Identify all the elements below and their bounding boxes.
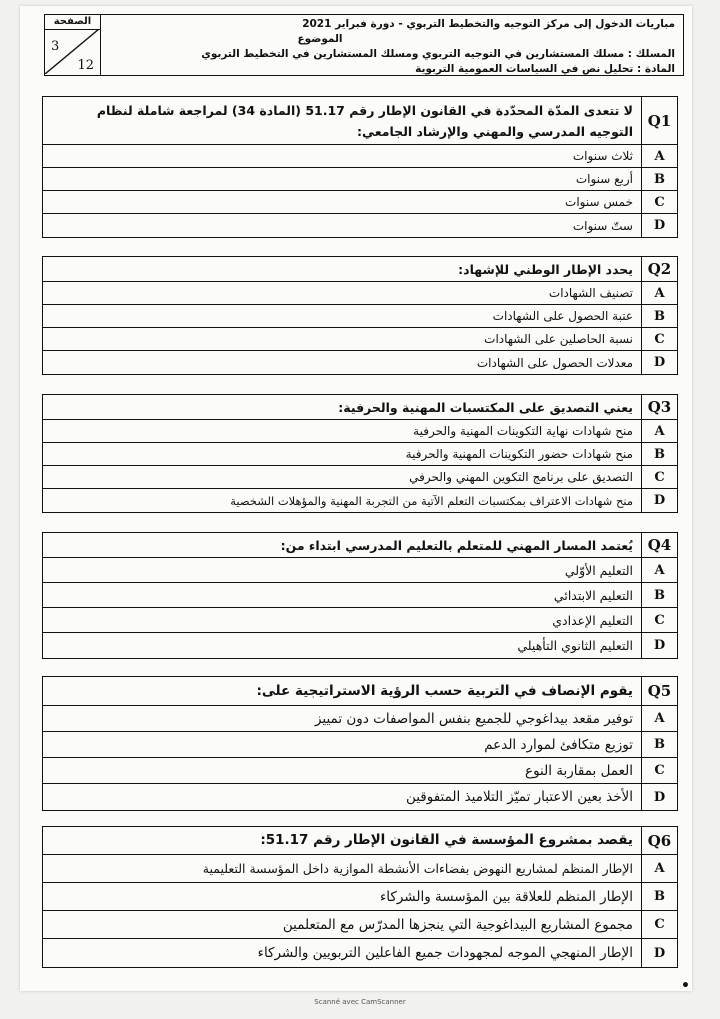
option-row[interactable] bbox=[43, 758, 677, 784]
option-letter: B bbox=[641, 443, 677, 465]
page-current: 3 bbox=[51, 39, 60, 54]
option-text: التعليم الابتدائي bbox=[553, 587, 633, 603]
question-header bbox=[43, 677, 677, 706]
option-text: التعليم الإعدادي bbox=[552, 612, 633, 628]
question-number: Q3 bbox=[641, 395, 677, 419]
page-total: 12 bbox=[77, 58, 94, 73]
option-row[interactable] bbox=[43, 706, 677, 732]
option-row[interactable] bbox=[43, 489, 677, 512]
scanner-footer: Scanné avec CamScanner bbox=[314, 998, 406, 1006]
option-letter: A bbox=[641, 145, 677, 167]
question-header bbox=[43, 827, 677, 855]
option-text: الإطار المنظم للعلاقة بين المؤسسة والشركاء bbox=[379, 888, 633, 905]
option-row[interactable] bbox=[43, 558, 677, 583]
question-block-q5 bbox=[42, 676, 678, 811]
question-block-q6 bbox=[42, 826, 678, 968]
option-text: التعليم الثانوي التأهيلي bbox=[517, 638, 633, 653]
question-number: Q4 bbox=[641, 533, 677, 557]
subject-word: الموضوع bbox=[297, 33, 343, 45]
option-text: معدلات الحصول على الشهادات bbox=[476, 355, 633, 370]
option-letter: D bbox=[641, 351, 677, 374]
option-letter: C bbox=[641, 466, 677, 488]
option-row[interactable] bbox=[43, 168, 677, 191]
option-row[interactable] bbox=[43, 855, 677, 883]
option-letter: C bbox=[641, 911, 677, 938]
option-text: مجموع المشاريع البيداغوجية التي ينجزها المدرّس مع المتعلمين bbox=[282, 916, 633, 933]
question-header bbox=[43, 97, 677, 145]
option-letter: A bbox=[641, 558, 677, 582]
question-block-q1 bbox=[42, 96, 678, 238]
option-letter: B bbox=[641, 883, 677, 910]
option-text: توفير مقعد بيداغوجي للجميع بنفس المواصفات دون تمييز bbox=[314, 710, 633, 727]
option-letter: A bbox=[641, 855, 677, 882]
option-text: خمس سنوات bbox=[565, 195, 633, 209]
question-text: يُعتمد المسار المهني للمتعلم بالتعليم المدرسي ابتداء من: bbox=[280, 537, 633, 553]
option-letter: A bbox=[641, 706, 677, 731]
option-text: ثلاث سنوات bbox=[572, 149, 633, 163]
question-text: يحدد الإطار الوطني للإشهاد: bbox=[458, 261, 633, 277]
option-text: العمل بمقاربة النوع bbox=[525, 762, 633, 779]
option-row[interactable] bbox=[43, 633, 677, 658]
option-letter: D bbox=[641, 633, 677, 658]
option-letter: A bbox=[641, 282, 677, 304]
question-header bbox=[43, 395, 677, 420]
exam-title: مباريات الدخول إلى مركز التوجيه والتخطيط التربوي - دورة فبراير 2021 bbox=[302, 18, 675, 30]
question-text: لا تتعدى المدّة المحدّدة في القانون الإطار رقم 51.17 (المادة 34) لمراجعة شاملة لنظام التوجيه المدرسي والمهني والإرشاد الجامعي: bbox=[96, 102, 633, 139]
option-row[interactable] bbox=[43, 282, 677, 305]
question-header bbox=[43, 257, 677, 282]
option-text: عتبة الحصول على الشهادات bbox=[492, 309, 633, 323]
option-row[interactable] bbox=[43, 583, 677, 608]
question-block-q4 bbox=[42, 532, 678, 659]
option-row[interactable] bbox=[43, 328, 677, 351]
header-text bbox=[115, 17, 675, 77]
option-letter: B bbox=[641, 583, 677, 607]
option-text: أربع سنوات bbox=[575, 172, 633, 186]
option-row[interactable] bbox=[43, 608, 677, 633]
question-text: يقصد بمشروع المؤسسة في القانون الإطار رقم 51.17: bbox=[260, 832, 633, 848]
option-text: الإطار المنهجي الموجه لمجهودات جميع الفاعلين التربويين والشركاء bbox=[257, 945, 633, 961]
question-number: Q6 bbox=[641, 827, 677, 854]
page-label: الصفحة bbox=[45, 15, 100, 30]
option-letter: A bbox=[641, 420, 677, 442]
corner-scribble: • bbox=[681, 978, 690, 994]
page-number-box bbox=[45, 15, 101, 75]
question-text: يعني التصديق على المكتسبات المهنية والحرفية: bbox=[338, 399, 633, 415]
option-row[interactable] bbox=[43, 351, 677, 374]
option-letter: D bbox=[641, 214, 677, 237]
option-letter: D bbox=[641, 489, 677, 512]
option-row[interactable] bbox=[43, 732, 677, 758]
option-text: ستّ سنوات bbox=[572, 218, 633, 233]
question-header bbox=[43, 533, 677, 558]
option-text: منح شهادات حضور التكوينات المهنية والحرفية bbox=[405, 447, 633, 461]
question-text: يقوم الإنصاف في التربية حسب الرؤية الاستراتيجية على: bbox=[256, 682, 633, 699]
option-text: نسبة الحاصلين على الشهادات bbox=[484, 332, 633, 346]
option-letter: B bbox=[641, 305, 677, 327]
option-letter: C bbox=[641, 191, 677, 213]
option-text: منح شهادات نهاية التكوينات المهنية والحرفية bbox=[413, 424, 633, 438]
option-row[interactable] bbox=[43, 214, 677, 237]
option-row[interactable] bbox=[43, 883, 677, 911]
option-letter: D bbox=[641, 784, 677, 810]
question-number: Q1 bbox=[641, 97, 677, 144]
option-text: الإطار المنظم لمشاريع النهوض بفضاءات الأنشطة الموازية داخل المؤسسة التعليمية bbox=[202, 861, 633, 876]
option-text: التعليم الأوّلي bbox=[564, 562, 633, 578]
option-letter: C bbox=[641, 328, 677, 350]
question-block-q3 bbox=[42, 394, 678, 513]
option-text: التصديق على برنامج التكوين المهني والحرفي bbox=[409, 470, 633, 484]
option-letter: B bbox=[641, 168, 677, 190]
subject-line: المادة : تحليل نص في السياسات العمومية التربوية bbox=[415, 63, 675, 75]
option-text: الأخذ بعين الاعتبار تميّز التلاميذ المتفوقين bbox=[405, 789, 633, 805]
option-row[interactable] bbox=[43, 466, 677, 489]
option-row[interactable] bbox=[43, 939, 677, 967]
option-row[interactable] bbox=[43, 420, 677, 443]
option-letter: D bbox=[641, 939, 677, 967]
option-row[interactable] bbox=[43, 305, 677, 328]
question-number: Q2 bbox=[641, 257, 677, 281]
option-row[interactable] bbox=[43, 191, 677, 214]
option-row[interactable] bbox=[43, 784, 677, 810]
option-letter: C bbox=[641, 758, 677, 783]
option-letter: C bbox=[641, 608, 677, 632]
exam-header bbox=[44, 14, 684, 76]
option-text: منح شهادات الاعتراف بمكتسبات التعلم الآتية من التجربة المهنية والمؤهلات الشخصية bbox=[230, 493, 633, 508]
option-row[interactable] bbox=[43, 443, 677, 466]
option-row[interactable] bbox=[43, 145, 677, 168]
option-letter: B bbox=[641, 732, 677, 757]
option-text: تصنيف الشهادات bbox=[548, 286, 633, 300]
question-number: Q5 bbox=[641, 677, 677, 705]
option-row[interactable] bbox=[43, 911, 677, 939]
question-block-q2 bbox=[42, 256, 678, 375]
track-line: المسلك : مسلك المستشارين في التوجيه التربوي ومسلك المستشارين في التخطيط التربوي bbox=[201, 48, 675, 60]
option-text: توزيع متكافئ لموارد الدعم bbox=[484, 736, 633, 753]
